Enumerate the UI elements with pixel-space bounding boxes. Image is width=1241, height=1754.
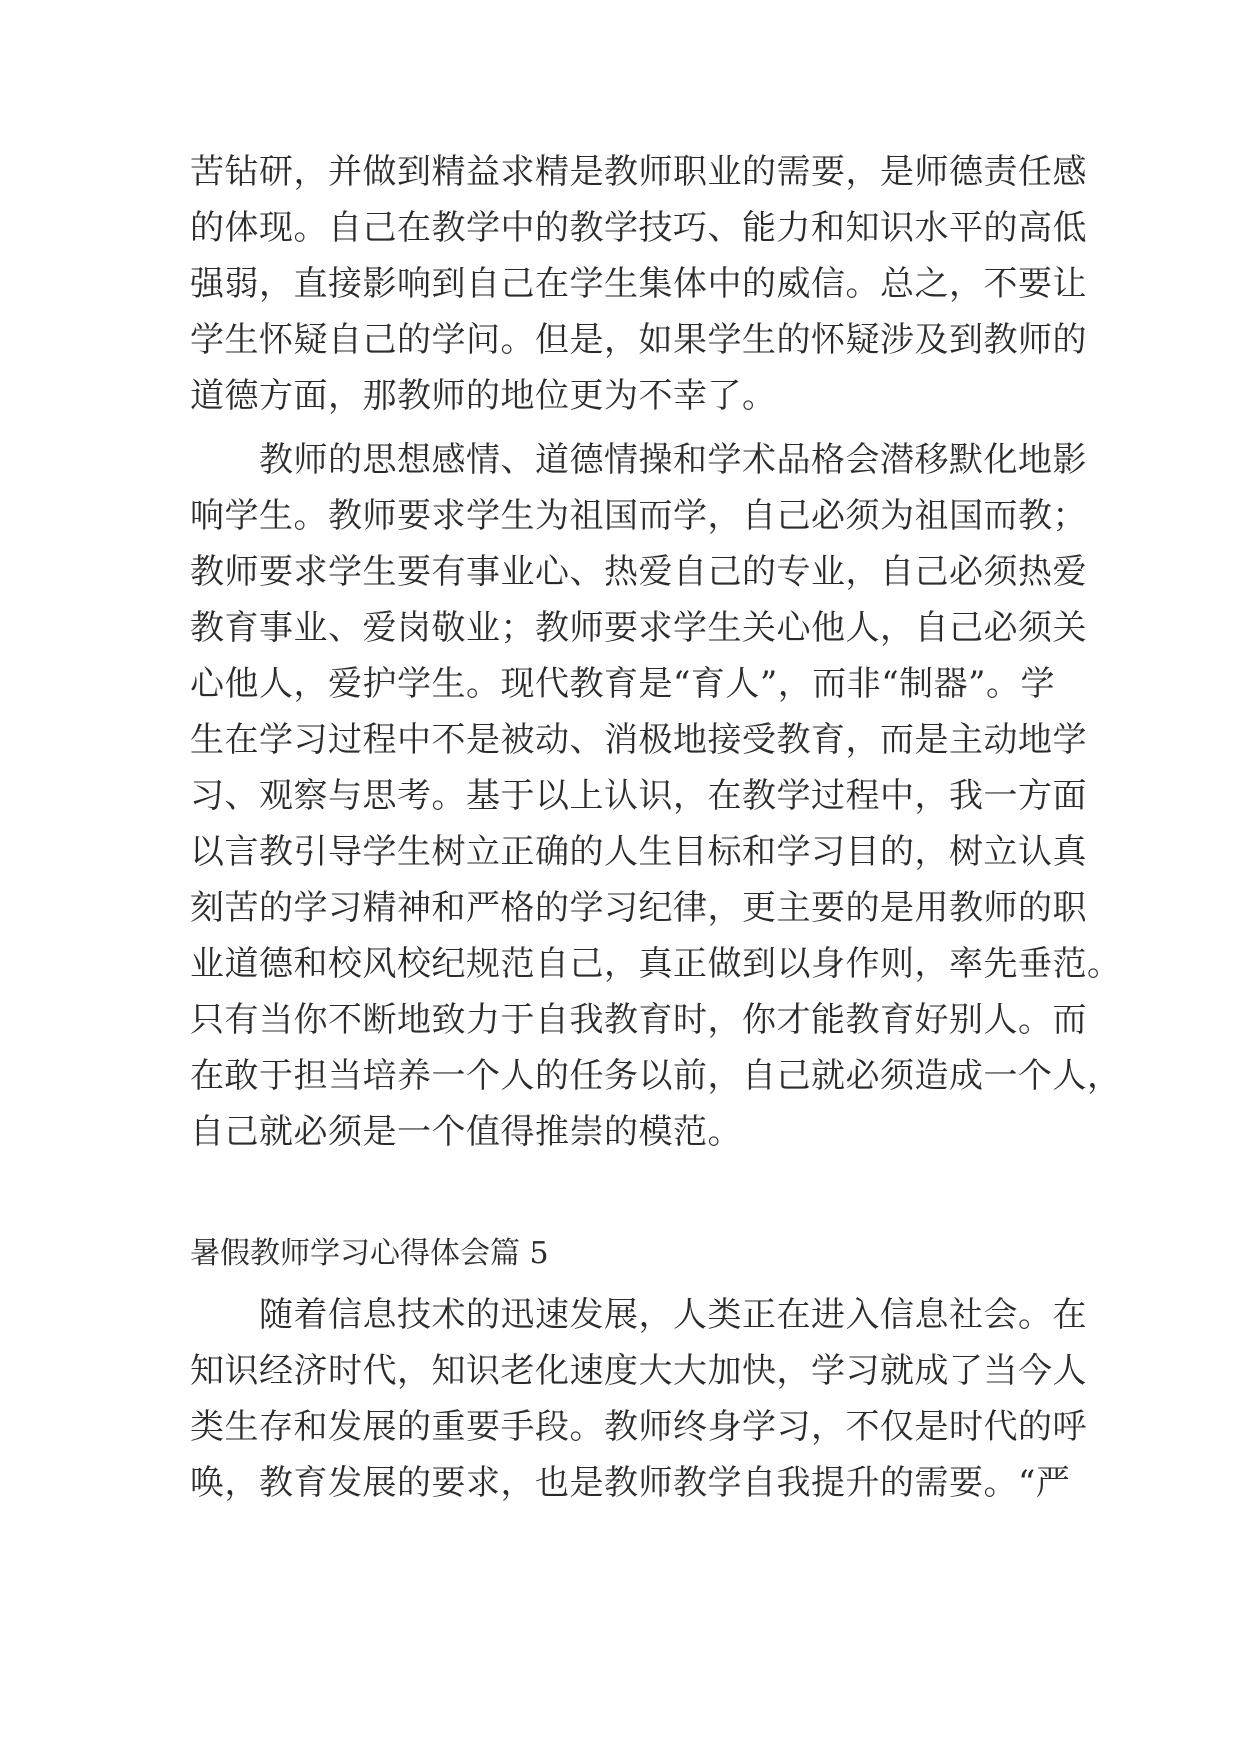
paragraph-line: 刻苦的学习精神和严格的学习纪律，更主要的是用教师的职 bbox=[190, 888, 1087, 928]
paragraph-line: 强弱，直接影响到自己在学生集体中的威信。总之，不要让 bbox=[190, 264, 1087, 304]
paragraph-line: 类生存和发展的重要手段。教师终身学习，不仅是时代的呼 bbox=[190, 1407, 1087, 1447]
paragraph-line: 知识经济时代，知识老化速度大大加快，学习就成了当今人 bbox=[190, 1351, 1087, 1391]
paragraph-line: 教育事业、爱岗敬业；教师要求学生关心他人，自己必须关 bbox=[190, 608, 1087, 648]
paragraph-line: 学生怀疑自己的学问。但是，如果学生的怀疑涉及到教师的 bbox=[190, 320, 1087, 360]
paragraph-line: 在敢于担当培养一个人的任务以前，自己就必须造成一个人， bbox=[190, 1056, 1122, 1096]
paragraph-line: 教师的思想感情、道德情操和学术品格会潜移默化地影 bbox=[190, 440, 1087, 480]
paragraph-line: 随着信息技术的迅速发展，人类正在进入信息社会。在 bbox=[190, 1295, 1087, 1335]
paragraph-line: 心他人，爱护学生。现代教育是“育人”，而非“制器”。学 bbox=[190, 664, 1056, 704]
paragraph-line: 自己就必须是一个值得推崇的模范。 bbox=[190, 1112, 742, 1152]
section-heading: 暑假教师学习心得体会篇 5 bbox=[190, 1236, 549, 1271]
paragraph-line: 生在学习过程中不是被动、消极地接受教育，而是主动地学 bbox=[190, 720, 1087, 760]
paragraph-line: 苦钻研，并做到精益求精是教师职业的需要，是师德责任感 bbox=[190, 152, 1087, 192]
paragraph-line: 习、观察与思考。基于以上认识，在教学过程中，我一方面 bbox=[190, 776, 1087, 816]
paragraph-line: 以言教引导学生树立正确的人生目标和学习目的，树立认真 bbox=[190, 832, 1087, 872]
paragraph-line: 教师要求学生要有事业心、热爱自己的专业，自己必须热爱 bbox=[190, 552, 1087, 592]
paragraph-line: 道德方面，那教师的地位更为不幸了。 bbox=[190, 376, 777, 416]
paragraph-line: 的体现。自己在教学中的教学技巧、能力和知识水平的高低 bbox=[190, 208, 1087, 248]
paragraph-line: 只有当你不断地致力于自我教育时，你才能教育好别人。而 bbox=[190, 1000, 1087, 1040]
paragraph-line: 唤，教育发展的要求，也是教师教学自我提升的需要。“严 bbox=[190, 1463, 1071, 1503]
paragraph-line: 业道德和校风校纪规范自己，真正做到以身作则，率先垂范。 bbox=[190, 944, 1122, 984]
paragraph-line: 响学生。教师要求学生为祖国而学，自己必须为祖国而教； bbox=[190, 496, 1087, 536]
